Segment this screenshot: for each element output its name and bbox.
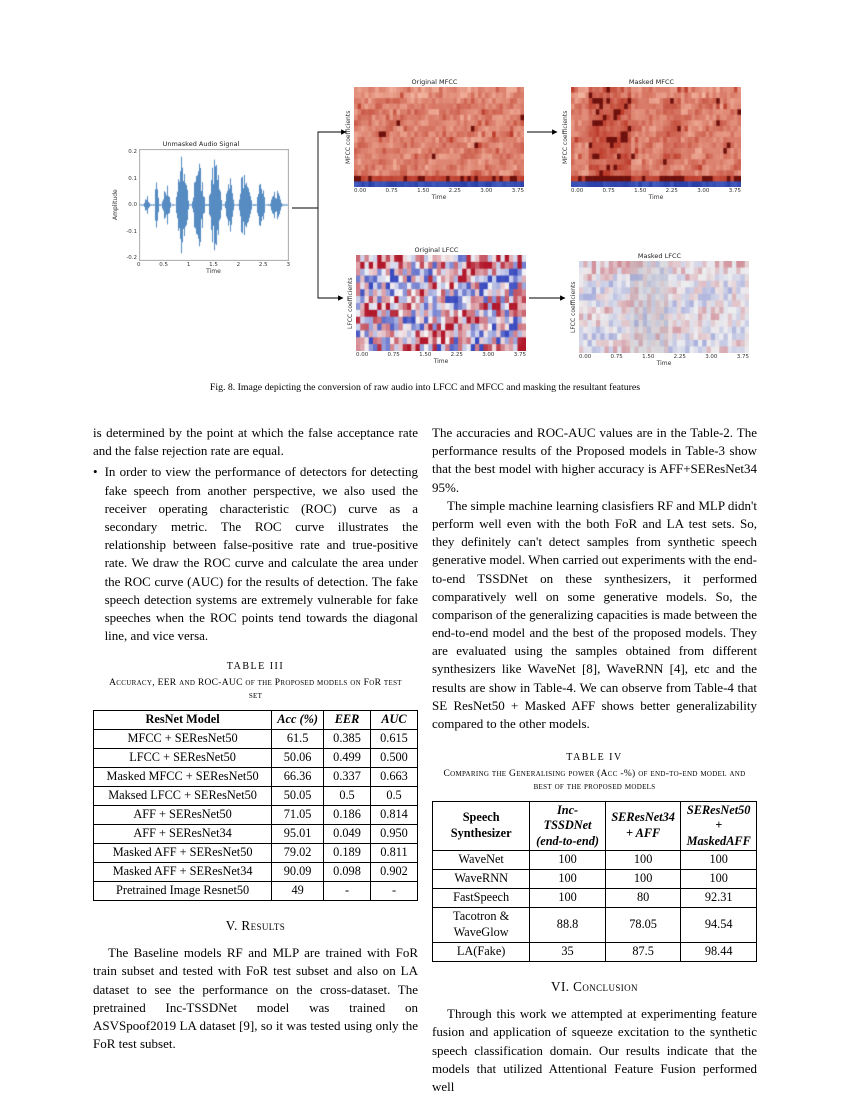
tick-label: 3.75 xyxy=(736,354,749,360)
lfcc-masked-heatmap xyxy=(579,261,749,353)
table-row xyxy=(94,786,418,805)
table-cell: AFF + SEResNet34 xyxy=(94,824,272,843)
table-cell: 94.54 xyxy=(681,907,757,942)
table-cell: 50.05 xyxy=(272,786,324,805)
left-column xyxy=(93,424,418,1096)
table-cell: 71.05 xyxy=(272,805,324,824)
table-cell: 100 xyxy=(681,850,757,869)
table-cell: WaveNet xyxy=(433,850,530,869)
table-cell: 0.098 xyxy=(324,862,371,881)
waveform-plot xyxy=(139,149,289,261)
bullet-marker: • xyxy=(93,464,98,480)
table-3-block xyxy=(93,660,418,900)
panel-title: Masked LFCC xyxy=(637,252,682,260)
tick-label: 3.75 xyxy=(511,188,524,194)
table-cell: 0.5 xyxy=(371,786,418,805)
table-cell: 87.5 xyxy=(605,942,681,961)
waveform-yticks xyxy=(123,149,137,261)
table-cell: 80 xyxy=(605,888,681,907)
table-cell: LFCC + SEResNet50 xyxy=(94,748,272,767)
table-cell: 61.5 xyxy=(272,729,324,748)
lfcc-masked-panel xyxy=(570,252,749,367)
header-line: SEResNet34 xyxy=(611,810,675,825)
header-line: SEResNet50 xyxy=(686,802,751,817)
table-3-header-auc: AUC xyxy=(371,710,418,729)
table-cell: 100 xyxy=(530,869,606,888)
tick-label: 0.00 xyxy=(356,352,369,358)
panel-title: Original LFCC xyxy=(414,246,459,254)
header-line: + MaskedAFF xyxy=(686,818,751,848)
bullet-item xyxy=(93,463,418,645)
table-cell: 0.337 xyxy=(324,767,371,786)
bullet-text: In order to view the performance of detectors for detecting fake speech from another perspective, we also used the receiver operating characteristic (ROC) curve as a secondary metric. The ROC curve illustrates the relationship between false-positive rate and true-positive rate. We draw the ROC curve and calculate the area under the ROC curve (AUC) for the results of detection. The fake speech detection systems are extremely vulnerable for fake speeches when the ROC points tend towards the diagonal line, and vice versa. xyxy=(104,464,418,644)
section-heading-conclusion: VI. Conclusion xyxy=(551,978,638,994)
body-columns xyxy=(93,424,757,1096)
table-cell: 66.36 xyxy=(272,767,324,786)
table-cell: 98.44 xyxy=(681,942,757,961)
table-cell: 90.09 xyxy=(272,862,324,881)
tick-label: 3 xyxy=(286,262,290,268)
conclusion-paragraph: Through this work we attempted at experimenting feature fusion and application of squeeze excitation to the synthetic speech classification domain. Our results indicate that the models that utilized Attentional Feature Fusion performed well xyxy=(432,1006,757,1095)
table-cell: 79.02 xyxy=(272,843,324,862)
lfcc-original-heatmap xyxy=(356,255,526,351)
table-3-header-acc: Acc (%) xyxy=(272,710,324,729)
waveform-ylabel: Amplitude xyxy=(112,189,119,221)
table-cell: 0.499 xyxy=(324,748,371,767)
table-row xyxy=(433,942,757,961)
table-cell: 0.189 xyxy=(324,843,371,862)
table-cell: Masked AFF + SEResNet50 xyxy=(94,843,272,862)
table-cell: 0.814 xyxy=(371,805,418,824)
table-cell: - xyxy=(371,881,418,900)
waveform-title: Unmasked Audio Signal xyxy=(162,140,240,148)
tick-label: 2 xyxy=(236,262,241,268)
tick-label: 0.00 xyxy=(571,188,584,194)
tick-label: 0.75 xyxy=(602,188,615,194)
table-cell: 0.5 xyxy=(324,786,371,805)
tick-label: 3.00 xyxy=(482,352,495,358)
table-row xyxy=(433,888,757,907)
table-cell: FastSpeech xyxy=(433,888,530,907)
tick-label: 2.25 xyxy=(448,188,461,194)
tick-label: 0.75 xyxy=(385,188,398,194)
tick-label: 2.5 xyxy=(258,262,268,268)
table-row xyxy=(94,881,418,900)
lfcc-original-panel xyxy=(347,246,526,365)
table-cell: 0.500 xyxy=(371,748,418,767)
table-row xyxy=(94,805,418,824)
table-cell: 0.663 xyxy=(371,767,418,786)
mfcc-original-panel xyxy=(345,78,524,201)
table-cell: - xyxy=(324,881,371,900)
table-cell: 100 xyxy=(530,850,606,869)
table-3-caption: Accuracy, EER and ROC-AUC of the Proposed models on FoR test set xyxy=(109,678,402,702)
table-4-label: TABLE IV xyxy=(566,752,623,764)
table-cell: 0.385 xyxy=(324,729,371,748)
table-row xyxy=(433,907,757,942)
panel-xlabel: Time xyxy=(433,358,449,365)
table-cell: 0.950 xyxy=(371,824,418,843)
panel-xlabel: Time xyxy=(656,360,672,367)
table-row xyxy=(94,767,418,786)
paragraph: The accuracies and ROC-AUC values are in the Table-2. The performance results of the Proposed models in Table-3 show that the best model with higher accuracy is AFF+SEResNet34 95%. xyxy=(432,425,757,495)
mfcc-masked-panel xyxy=(562,78,741,201)
header-line: Speech xyxy=(462,810,500,825)
paragraph-continuation: is determined by the point at which the false acceptance rate and the false rejection rate are equal. xyxy=(93,425,418,459)
table-cell: 100 xyxy=(605,869,681,888)
table-3-header-row xyxy=(94,710,418,729)
tick-label: 3.75 xyxy=(513,352,526,358)
table-row xyxy=(94,729,418,748)
table-cell: Maksed LFCC + SEResNet50 xyxy=(94,786,272,805)
tick-label: 1.50 xyxy=(642,354,655,360)
figure-8 xyxy=(0,10,850,414)
table-cell: 0.049 xyxy=(324,824,371,843)
table-4-caption: Comparing the Generalising power (Acc -%) of end-to-end model and best of the proposed models xyxy=(443,769,746,792)
tick-label: 0.0 xyxy=(128,202,137,208)
table-cell: 0.615 xyxy=(371,729,418,748)
lfcc-ylabel: LFCC coefficients xyxy=(570,281,577,333)
tick-label: 2.25 xyxy=(673,354,686,360)
mfcc-ylabel: MFCC coefficients xyxy=(345,110,352,164)
tick-label: 3.00 xyxy=(705,354,718,360)
tick-label: -0.2 xyxy=(126,255,137,261)
mfcc-masked-heatmap xyxy=(571,87,741,187)
table-3-header-model: ResNet Model xyxy=(94,710,272,729)
tick-label: 3.00 xyxy=(480,188,493,194)
table-cell: LA(Fake) xyxy=(433,942,530,961)
tick-label: 3.00 xyxy=(697,188,710,194)
tick-label: 1.50 xyxy=(634,188,647,194)
tick-label: 0.75 xyxy=(610,354,623,360)
table-cell: 50.06 xyxy=(272,748,324,767)
header-line: (end-to-end) xyxy=(536,833,599,848)
panel-title: Original MFCC xyxy=(411,78,458,86)
table-cell: WaveRNN xyxy=(433,869,530,888)
table-row xyxy=(433,869,757,888)
table-row xyxy=(94,843,418,862)
table-row xyxy=(94,862,418,881)
table-3-label: TABLE III xyxy=(226,661,285,673)
table-cell: AFF + SEResNet50 xyxy=(94,805,272,824)
table-3 xyxy=(93,710,418,901)
section-heading-results: V. Results xyxy=(225,917,286,933)
table-cell: Masked AFF + SEResNet34 xyxy=(94,862,272,881)
table-cell: 100 xyxy=(530,888,606,907)
table-cell: 95.01 xyxy=(272,824,324,843)
mfcc-original-heatmap xyxy=(354,87,524,187)
waveform-xlabel: Time xyxy=(206,268,221,275)
table-row xyxy=(94,824,418,843)
table-row xyxy=(94,748,418,767)
table-cell: 0.902 xyxy=(371,862,418,881)
tick-label: -0.1 xyxy=(126,228,137,235)
table-cell: Pretrained Image Resnet50 xyxy=(94,881,272,900)
table-4 xyxy=(432,801,757,962)
tick-label: 1.5 xyxy=(209,262,218,268)
table-cell: 78.05 xyxy=(605,907,681,942)
tick-label: 2.25 xyxy=(665,188,678,194)
tick-label: 0.1 xyxy=(128,175,137,182)
panel-xlabel: Time xyxy=(431,194,447,201)
tick-label: 1.50 xyxy=(417,188,430,194)
waveform-panel xyxy=(112,140,290,275)
table-cell: Masked MFCC + SEResNet50 xyxy=(94,767,272,786)
tick-label: 0 xyxy=(137,262,141,268)
table-cell: 35 xyxy=(530,942,606,961)
table-cell: Tacotron & WaveGlow xyxy=(433,907,530,942)
panel-title: Masked MFCC xyxy=(628,78,675,86)
table-cell: 0.811 xyxy=(371,843,418,862)
table-3-header-eer: EER xyxy=(324,710,371,729)
table-4-header-row xyxy=(433,801,757,850)
table-cell: 100 xyxy=(605,850,681,869)
tick-label: 3.75 xyxy=(728,188,741,194)
table-4-header-seresnet34 xyxy=(605,801,681,850)
tick-label: 0.75 xyxy=(387,352,400,358)
table-cell: 92.31 xyxy=(681,888,757,907)
table-cell: 100 xyxy=(681,869,757,888)
table-row xyxy=(433,850,757,869)
tick-label: 1.50 xyxy=(419,352,432,358)
tick-label: 0.00 xyxy=(579,354,592,360)
tick-label: 0.00 xyxy=(354,188,367,194)
table-cell: 0.186 xyxy=(324,805,371,824)
table-4-header-synth xyxy=(433,801,530,850)
panel-xlabel: Time xyxy=(648,194,664,201)
header-line: + AFF xyxy=(626,825,661,840)
figure-caption: Fig. 8. Image depicting the conversion of raw audio into LFCC and MFCC and masking the resultant features xyxy=(209,382,641,393)
header-line: Inc-TSSDNet xyxy=(543,802,592,833)
tick-label: 1 xyxy=(186,262,191,268)
tick-label: 0.2 xyxy=(128,149,137,155)
mfcc-ylabel: MFCC coefficients xyxy=(562,110,569,164)
right-column xyxy=(432,424,757,1096)
table-4-block xyxy=(432,751,757,962)
tick-label: 0.5 xyxy=(159,262,169,268)
tick-label: 2.25 xyxy=(450,352,463,358)
header-line: Synthesizer xyxy=(450,825,512,840)
table-cell: MFCC + SEResNet50 xyxy=(94,729,272,748)
table-cell: 88.8 xyxy=(530,907,606,942)
paragraph: The simple machine learning clasisfiers RF and MLP didn't perform well even with the both FoR and LA test sets. So, they definitely can't detect samples from synthetic speech generative model. When carried out experiments with the end-to-end TSSDNet on these synthesizers, it performed comparatively well on some generative models. So, the comparison of the generalizing capacities is made between the end-to-end model and the best of the proposed models. They are evaluated using the samples obtained from different synthesizers like WaveNet [8], WaveRNN [4], etc and the results are show in Table-4. We can observe from Table-4 that SE ResNet50 + Masked AFF shows better generalizability compared to the other models. xyxy=(432,497,757,731)
table-4-header-seresnet50 xyxy=(681,801,757,850)
lfcc-ylabel: LFCC coefficients xyxy=(347,277,354,329)
table-cell: 49 xyxy=(272,881,324,900)
results-paragraph: The Baseline models RF and MLP are trained with FoR train subset and tested with FoR test subset and also on LA dataset to see the performance on the cross-dataset. The pretrained Inc-TSSDNet model was trained on ASVSpoof2019 LA dataset [9], so it was tested using only the FoR test subset. xyxy=(93,945,418,1052)
table-4-header-tssdnet xyxy=(530,801,606,850)
